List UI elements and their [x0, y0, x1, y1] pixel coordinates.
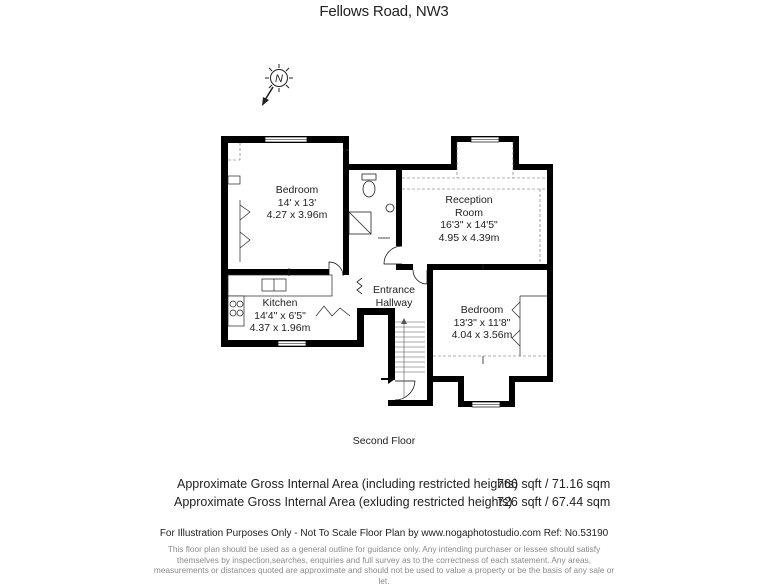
- compass-label: N: [275, 73, 283, 85]
- room-dimensions-metric: 4.04 x 3.56m: [451, 329, 513, 341]
- room-name: Reception: [445, 194, 493, 206]
- bathroom-fixtures: [349, 174, 394, 238]
- page-title: Fellows Road, NW3: [319, 3, 449, 20]
- footer-disclaimer: This floor plan should be used as a general outline for guidance only. Any intending purchaser or lessee should satisfy themselves by inspection,searches, enquiries and full survey as to the correctness of each statement. Any areas, measurements or distances quoted are approximate and should not be used to value a property or be the basis of any sale or let.: [153, 544, 615, 586]
- area-excluding-value: 726 sqft / 67.44 sqm: [497, 495, 611, 509]
- room-label-bedroom: [246, 184, 348, 222]
- room-name: Bedroom: [275, 184, 319, 196]
- staircase: [395, 322, 425, 398]
- room-label-bedroom-2: [442, 304, 522, 342]
- room-label-kitchen: [242, 297, 318, 335]
- walls: [221, 136, 553, 407]
- room-dimensions-metric: 4.95 x 4.39m: [438, 231, 500, 244]
- room-dimensions-metric: 4.27 x 3.96m: [266, 209, 328, 221]
- room-name: Entrance: [372, 284, 416, 296]
- room-label-reception: [418, 194, 520, 244]
- room-dimensions-imperial: 13'3" x 11'8": [453, 316, 511, 329]
- room-name: Kitchen: [262, 297, 298, 309]
- area-including-label: Approximate Gross Internal Area (including restricted heights): [177, 477, 519, 491]
- room-dimensions-metric: 4.37 x 1.96m: [249, 322, 311, 334]
- room-name-line2: Hallway: [375, 296, 413, 309]
- room-dimensions-imperial: 14'4" x 6'5": [254, 309, 306, 322]
- room-dimensions-imperial: 14' x 13': [277, 196, 317, 209]
- compass-icon: [262, 64, 293, 106]
- floor-label: Second Floor: [352, 435, 416, 447]
- room-label-hallway: [365, 284, 423, 309]
- area-excluding-label: Approximate Gross Internal Area (exluding restricted heights): [174, 495, 513, 509]
- room-dimensions-imperial: 16'3" x 14'5": [440, 219, 498, 231]
- room-name: Bedroom: [460, 304, 504, 316]
- footer-credit: For Illustration Purposes Only - Not To Scale Floor Plan by www.nogaphotostudio.com Ref: No.53190: [159, 528, 609, 539]
- area-including-value: 766 sqft / 71.16 sqm: [497, 477, 611, 491]
- room-name-line2: Room: [454, 206, 483, 219]
